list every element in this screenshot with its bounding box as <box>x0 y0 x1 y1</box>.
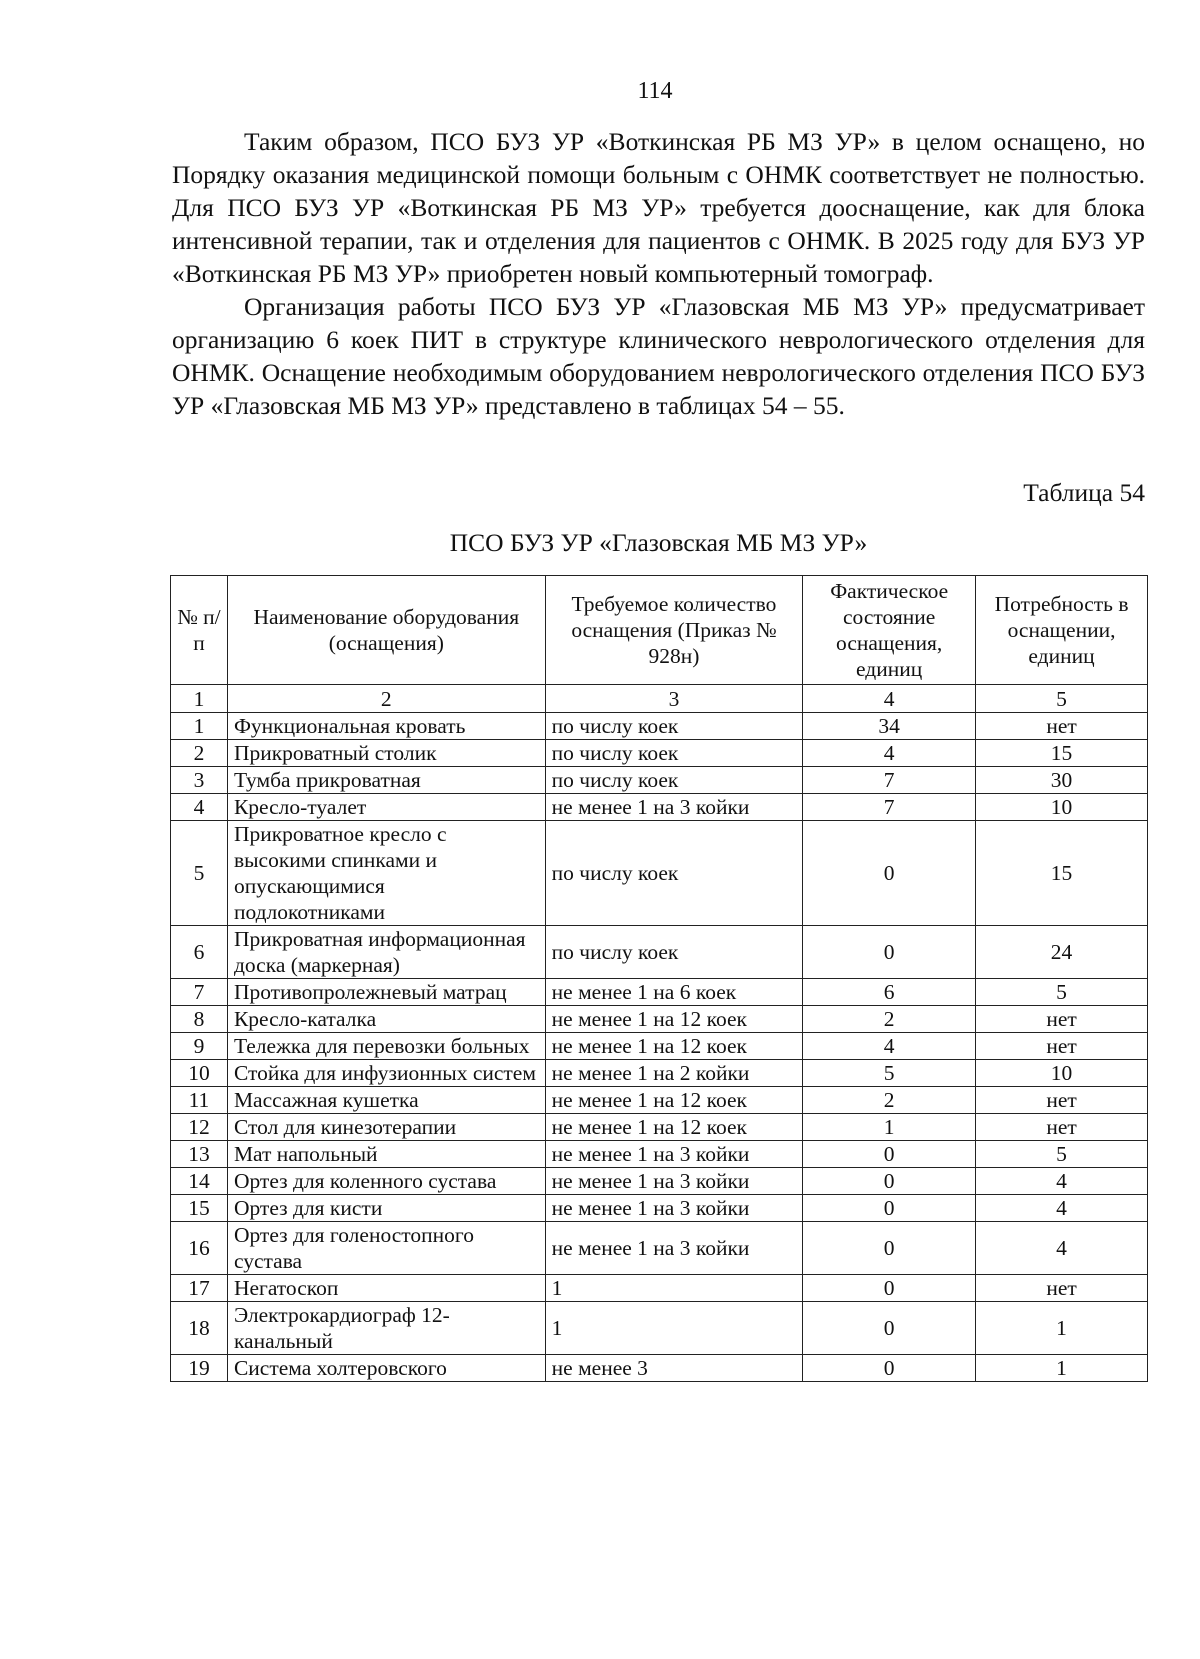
table-header-row <box>171 576 1148 685</box>
row-number: 18 <box>171 1302 228 1355</box>
needed-quantity: 10 <box>976 1060 1148 1087</box>
column-number: 3 <box>545 685 803 713</box>
actual-quantity: 4 <box>803 1033 976 1060</box>
header-required-quantity: Требуемое количество оснащения (Приказ № 928н) <box>545 576 803 685</box>
row-number: 3 <box>171 767 228 794</box>
row-number: 12 <box>171 1114 228 1141</box>
equipment-table <box>170 575 1148 1382</box>
required-quantity: по числу коек <box>545 713 803 740</box>
needed-quantity: нет <box>976 1033 1148 1060</box>
row-number: 9 <box>171 1033 228 1060</box>
actual-quantity: 2 <box>803 1087 976 1114</box>
table-title: ПСО БУЗ УР «Глазовская МБ МЗ УР» <box>449 528 868 557</box>
table-row <box>171 1195 1148 1222</box>
actual-quantity: 0 <box>803 926 976 979</box>
required-quantity: не менее 1 на 12 коек <box>545 1033 803 1060</box>
required-quantity: по числу коек <box>545 767 803 794</box>
table-row <box>171 1222 1148 1275</box>
table-row <box>171 1275 1148 1302</box>
required-quantity: не менее 1 на 12 коек <box>545 1006 803 1033</box>
equipment-name: Ортез для кисти <box>227 1195 545 1222</box>
needed-quantity: 15 <box>976 821 1148 926</box>
column-number: 5 <box>976 685 1148 713</box>
table-caption: Таблица 54 <box>1023 478 1145 507</box>
actual-quantity: 0 <box>803 1355 976 1382</box>
actual-quantity: 0 <box>803 1168 976 1195</box>
table-row <box>171 926 1148 979</box>
required-quantity: не менее 1 на 3 койки <box>545 794 803 821</box>
required-quantity: по числу коек <box>545 926 803 979</box>
header-equipment-name: Наименование оборудования (оснащения) <box>227 576 545 685</box>
equipment-name: Массажная кушетка <box>227 1087 545 1114</box>
table-row <box>171 1006 1148 1033</box>
equipment-name: Негатоскоп <box>227 1275 545 1302</box>
body-text <box>172 125 1145 422</box>
needed-quantity: 1 <box>976 1302 1148 1355</box>
needed-quantity: 24 <box>976 926 1148 979</box>
table-row <box>171 1060 1148 1087</box>
equipment-name: Электрокардиограф 12-канальный <box>227 1302 545 1355</box>
equipment-name: Стойка для инфузионных систем <box>227 1060 545 1087</box>
row-number: 13 <box>171 1141 228 1168</box>
actual-quantity: 0 <box>803 821 976 926</box>
equipment-name: Ортез для голеностопного сустава <box>227 1222 545 1275</box>
table-row <box>171 1141 1148 1168</box>
needed-quantity: нет <box>976 1114 1148 1141</box>
equipment-name: Система холтеровского <box>227 1355 545 1382</box>
needed-quantity: 4 <box>976 1195 1148 1222</box>
page-number: 114 <box>637 78 673 104</box>
required-quantity: не менее 1 на 6 коек <box>545 979 803 1006</box>
required-quantity: не менее 1 на 12 коек <box>545 1087 803 1114</box>
table-row <box>171 740 1148 767</box>
required-quantity: по числу коек <box>545 740 803 767</box>
actual-quantity: 7 <box>803 767 976 794</box>
row-number: 1 <box>171 713 228 740</box>
actual-quantity: 7 <box>803 794 976 821</box>
column-number: 4 <box>803 685 976 713</box>
row-number: 6 <box>171 926 228 979</box>
equipment-name: Прикроватное кресло с высокими спинками и опускающимися подлокотниками <box>227 821 545 926</box>
row-number: 4 <box>171 794 228 821</box>
actual-quantity: 0 <box>803 1275 976 1302</box>
actual-quantity: 0 <box>803 1302 976 1355</box>
required-quantity: не менее 1 на 3 койки <box>545 1222 803 1275</box>
actual-quantity: 0 <box>803 1141 976 1168</box>
equipment-name: Противопролежневый матрац <box>227 979 545 1006</box>
actual-quantity: 4 <box>803 740 976 767</box>
equipment-name: Тумба прикроватная <box>227 767 545 794</box>
paragraph-1: Таким образом, ПСО БУЗ УР «Воткинская РБ МЗ УР» в целом оснащено, но Порядку оказания медицинской помощи больным с ОНМК соответствует не полностью. Для ПСО БУЗ УР «Воткинская РБ МЗ УР» требуется дооснащение, как для блока интенсивной терапии, так и отделения для пациентов с ОНМК. В 2025 году для БУЗ УР «Воткинская РБ МЗ УР» приобретен новый компьютерный томограф. <box>172 127 1145 288</box>
equipment-name: Прикроватный столик <box>227 740 545 767</box>
paragraph-2: Организация работы ПСО БУЗ УР «Глазовская МБ МЗ УР» предусматривает организацию 6 коек ПИТ в структуре клинического неврологического отделения для ОНМК. Оснащение необходимым оборудованием неврологического отделения ПСО БУЗ УР «Глазовская МБ МЗ УР» представлено в таблицах 54 – 55. <box>172 292 1145 420</box>
actual-quantity: 0 <box>803 1222 976 1275</box>
needed-quantity: нет <box>976 1087 1148 1114</box>
needed-quantity: 10 <box>976 794 1148 821</box>
required-quantity: не менее 3 <box>545 1355 803 1382</box>
table-row <box>171 794 1148 821</box>
header-number: № п/п <box>171 576 228 685</box>
required-quantity: 1 <box>545 1302 803 1355</box>
equipment-name: Кресло-каталка <box>227 1006 545 1033</box>
equipment-name: Кресло-туалет <box>227 794 545 821</box>
required-quantity: не менее 1 на 12 коек <box>545 1114 803 1141</box>
row-number: 14 <box>171 1168 228 1195</box>
row-number: 7 <box>171 979 228 1006</box>
needed-quantity: 15 <box>976 740 1148 767</box>
header-actual-state: Фактическое состояние оснащения, единиц <box>803 576 976 685</box>
table-row <box>171 1168 1148 1195</box>
equipment-name: Прикроватная информационная доска (маркерная) <box>227 926 545 979</box>
row-number: 5 <box>171 821 228 926</box>
actual-quantity: 0 <box>803 1195 976 1222</box>
table-row <box>171 979 1148 1006</box>
needed-quantity: 30 <box>976 767 1148 794</box>
table-row <box>171 1355 1148 1382</box>
table-row <box>171 1033 1148 1060</box>
header-need: Потребность в оснащении, единиц <box>976 576 1148 685</box>
row-number: 16 <box>171 1222 228 1275</box>
needed-quantity: 4 <box>976 1168 1148 1195</box>
actual-quantity: 6 <box>803 979 976 1006</box>
table-row <box>171 1302 1148 1355</box>
column-number-row <box>171 685 1148 713</box>
needed-quantity: 1 <box>976 1355 1148 1382</box>
required-quantity: 1 <box>545 1275 803 1302</box>
row-number: 17 <box>171 1275 228 1302</box>
required-quantity: не менее 1 на 3 койки <box>545 1141 803 1168</box>
row-number: 19 <box>171 1355 228 1382</box>
row-number: 2 <box>171 740 228 767</box>
needed-quantity: 5 <box>976 1141 1148 1168</box>
equipment-name: Тележка для перевозки больных <box>227 1033 545 1060</box>
table-row <box>171 713 1148 740</box>
table-row <box>171 1114 1148 1141</box>
column-number: 1 <box>171 685 228 713</box>
table-row <box>171 767 1148 794</box>
column-number: 2 <box>227 685 545 713</box>
actual-quantity: 1 <box>803 1114 976 1141</box>
actual-quantity: 5 <box>803 1060 976 1087</box>
needed-quantity: нет <box>976 1275 1148 1302</box>
row-number: 15 <box>171 1195 228 1222</box>
required-quantity: не менее 1 на 3 койки <box>545 1168 803 1195</box>
needed-quantity: 5 <box>976 979 1148 1006</box>
actual-quantity: 34 <box>803 713 976 740</box>
needed-quantity: нет <box>976 1006 1148 1033</box>
row-number: 8 <box>171 1006 228 1033</box>
row-number: 10 <box>171 1060 228 1087</box>
equipment-name: Мат напольный <box>227 1141 545 1168</box>
equipment-name: Функциональная кровать <box>227 713 545 740</box>
required-quantity: не менее 1 на 2 койки <box>545 1060 803 1087</box>
required-quantity: по числу коек <box>545 821 803 926</box>
row-number: 11 <box>171 1087 228 1114</box>
required-quantity: не менее 1 на 3 койки <box>545 1195 803 1222</box>
equipment-name: Стол для кинезотерапии <box>227 1114 545 1141</box>
equipment-name: Ортез для коленного сустава <box>227 1168 545 1195</box>
needed-quantity: 4 <box>976 1222 1148 1275</box>
table-row <box>171 821 1148 926</box>
needed-quantity: нет <box>976 713 1148 740</box>
actual-quantity: 2 <box>803 1006 976 1033</box>
table-row <box>171 1087 1148 1114</box>
